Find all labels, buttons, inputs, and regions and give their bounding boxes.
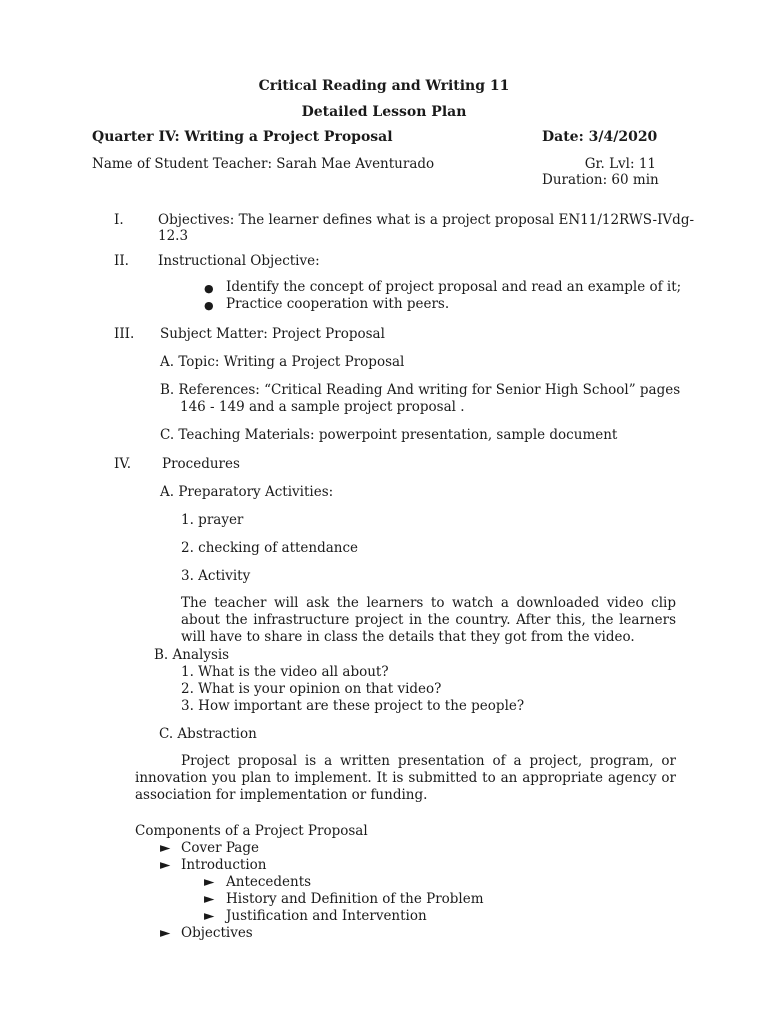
- document-title: Critical Reading and Writing 11: [258, 78, 510, 94]
- activity-paragraph: The teacher will ask the learners to watch a downloaded video clip about the infrastructure project in the country. After this, the learners will have to share in class the details that they got from the video.: [181, 595, 676, 645]
- component-objectives: Objectives: [181, 925, 253, 941]
- analysis-question-3: 3. How important are these project to the people?: [181, 698, 525, 714]
- subcomponent-antecedents: Antecedents: [226, 874, 312, 890]
- component-introduction: Introduction: [181, 857, 267, 873]
- date-heading: Date: 3/4/2020: [542, 129, 658, 145]
- bullet-icon: ●: [204, 282, 214, 295]
- duration: Duration: 60 min: [542, 172, 659, 188]
- section-numeral-ii: II.: [114, 253, 129, 269]
- document-subtitle: Detailed Lesson Plan: [301, 104, 467, 120]
- quarter-heading: Quarter IV: Writing a Project Proposal: [92, 129, 393, 145]
- section-numeral-iv: IV.: [114, 456, 132, 472]
- references-line-1: B. References: “Critical Reading And writing for Senior High School” pages: [160, 382, 681, 398]
- prep-step-1: 1. prayer: [181, 512, 244, 528]
- arrow-icon: ►: [204, 874, 215, 890]
- component-cover-page: Cover Page: [181, 840, 259, 856]
- subcomponent-justification: Justification and Intervention: [226, 908, 427, 924]
- prep-step-3: 3. Activity: [181, 568, 251, 584]
- grade-level: Gr. Lvl: 11: [584, 156, 656, 172]
- analysis-label: B. Analysis: [154, 647, 230, 663]
- arrow-icon: ►: [160, 857, 171, 873]
- arrow-icon: ►: [204, 891, 215, 907]
- teaching-materials-item: C. Teaching Materials: powerpoint presentation, sample document: [160, 427, 618, 443]
- section-numeral-i: I.: [114, 212, 124, 228]
- abstraction-label: C. Abstraction: [159, 726, 257, 742]
- references-line-2: 146 - 149 and a sample project proposal .: [180, 399, 465, 415]
- preparatory-activities-label: A. Preparatory Activities:: [160, 484, 334, 500]
- prep-step-2: 2. checking of attendance: [181, 540, 359, 556]
- procedures-label: Procedures: [162, 456, 240, 472]
- arrow-icon: ►: [160, 840, 171, 856]
- arrow-icon: ►: [204, 908, 215, 924]
- subcomponent-history: History and Definition of the Problem: [226, 891, 484, 907]
- objectives-line-2: 12.3: [158, 228, 189, 244]
- instructional-bullet-1: Identify the concept of project proposal and read an example of it;: [226, 279, 682, 295]
- section-numeral-iii: III.: [114, 326, 135, 342]
- instructional-objective-label: Instructional Objective:: [158, 253, 320, 269]
- instructional-bullet-2: Practice cooperation with peers.: [226, 296, 450, 312]
- topic-item: A. Topic: Writing a Project Proposal: [160, 354, 405, 370]
- analysis-question-1: 1. What is the video all about?: [181, 664, 389, 680]
- subject-matter-label: Subject Matter: Project Proposal: [160, 326, 385, 342]
- arrow-icon: ►: [160, 925, 171, 941]
- objectives-line-1: Objectives: The learner defines what is a project proposal EN11/12RWS-IVdg-: [158, 212, 695, 228]
- components-title: Components of a Project Proposal: [135, 823, 368, 839]
- analysis-question-2: 2. What is your opinion on that video?: [181, 681, 442, 697]
- abstraction-paragraph: Project proposal is a written presentation of a project, program, or innovation you plan to implement. It is submitted to an appropriate agency or association for implementation or funding.: [135, 753, 676, 803]
- teacher-name: Name of Student Teacher: Sarah Mae Aventurado: [92, 156, 435, 172]
- bullet-icon: ●: [204, 299, 214, 312]
